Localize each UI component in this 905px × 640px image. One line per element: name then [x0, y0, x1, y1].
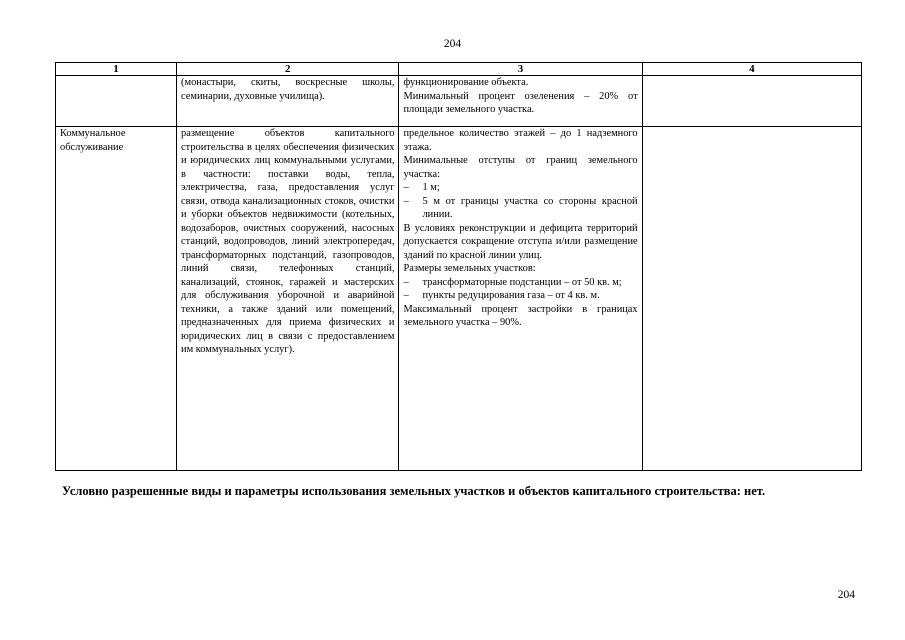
list-item-text: пункты редуцирования газа – от 4 кв. м.: [422, 290, 600, 301]
max-floors-text: предельное количество этажей – до 1 надземного этажа.: [403, 128, 638, 153]
plot-sizes-text: Размеры земельных участков:: [403, 263, 536, 274]
max-coverage-text: Максимальный процент застройки в границах земельного участка – 90%.: [403, 303, 638, 328]
parameters-cell: [399, 127, 642, 471]
conditional-uses-statement: Условно разрешенные виды и параметры использования земельных участков и объектов капитального строительства: нет.: [62, 484, 766, 498]
page-number-bottom: 204: [837, 589, 855, 601]
column-header-4: 4: [642, 63, 861, 76]
table-row: [56, 127, 862, 471]
reconstruction-text: В условиях реконструкции и дефицита территорий допускается сокращение отступа и/или размещение зданий по красной линии улиц.: [403, 222, 638, 261]
column-header-3: 3: [399, 63, 642, 76]
list-item: – трансформаторные подстанции – от 50 кв. м;: [403, 276, 622, 288]
notes-cell: [642, 127, 861, 471]
column-header-1: 1: [56, 63, 177, 76]
page-number-top: 204: [443, 38, 462, 50]
list-item: – пункты редуцирования газа – от 4 кв. м.: [403, 290, 600, 301]
parameters-cell: [399, 76, 642, 127]
list-item: – 1 м;: [403, 182, 440, 193]
table-row: [56, 76, 862, 127]
land-use-table: [55, 62, 862, 471]
column-header-2: 2: [177, 63, 399, 76]
list-item-text: трансформаторные подстанции – от 50 кв. м;: [422, 276, 622, 288]
list-item: – 5 м от границы участка со стороны красной линии.: [403, 195, 638, 220]
parameter-text: функционирование объекта.: [403, 77, 529, 88]
parameter-text: Минимальный процент озеленения – 20% от площади земельного участка.: [403, 90, 638, 115]
land-use-type-cell: Коммунальное обслуживание: [56, 127, 177, 471]
land-use-type-cell: [56, 76, 177, 127]
list-item-text: 1 м;: [422, 182, 440, 193]
description-cell: размещение объектов капитального строительства в целях обеспечения физических и юридических лиц коммунальными услугами, в частности: поставки воды, тепла, электричества, газа, предоставления услуг связи, отвода канализационных стоков, очистки и уборки объектов недвижимости (котельных, водозаборов, очистных сооружений, насосных станций, водопроводов, линий электропередач, трансформаторных подстанций, газопроводов, линий связи, телефонных станций, канализаций, стоянок, гаражей и мастерских для обслуживания уборочной и аварийной техники, а также зданий или помещений, предназначенных для приема физических и юридических лиц в связи с предоставлением им коммунальных услуг).: [177, 127, 399, 471]
table-header-row: [56, 63, 862, 76]
description-cell: (монастыри, скиты, воскресные школы, семинарии, духовные училища).: [177, 76, 399, 127]
notes-cell: [642, 76, 861, 127]
min-setbacks-text: Минимальные отступы от границ земельного участка:: [403, 155, 638, 180]
list-item-text: 5 м от границы участка со стороны красной линии.: [422, 195, 638, 220]
